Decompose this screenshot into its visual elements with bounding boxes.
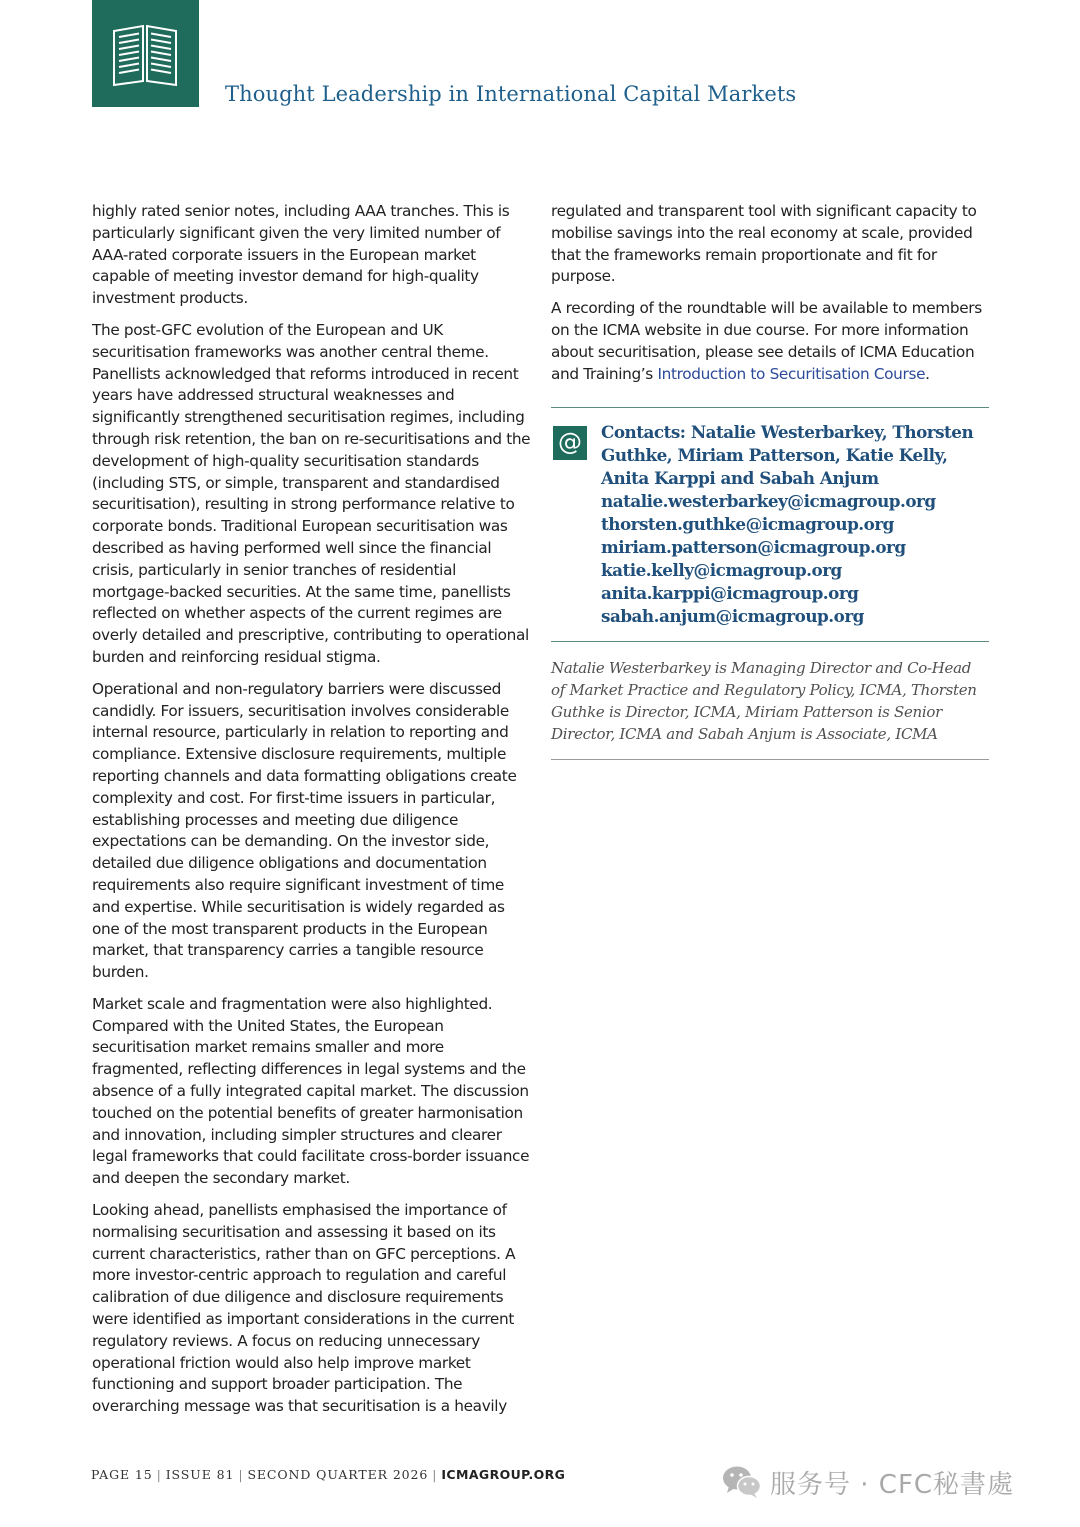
contacts-heading: Contacts: Natalie Westerbarkey, Thorsten Guthke, Miriam Patterson, Katie Kelly, Anita Karppi and Sabah Anjum bbox=[601, 422, 974, 489]
email-link[interactable]: sabah.anjum@icmagroup.org bbox=[601, 606, 864, 627]
left-column bbox=[92, 201, 532, 1428]
securitisation-course-link[interactable]: Introduction to Securitisation Course bbox=[657, 364, 926, 383]
email-link[interactable]: thorsten.guthke@icmagroup.org bbox=[601, 514, 894, 535]
wechat-icon bbox=[722, 1465, 762, 1499]
divider bbox=[551, 759, 989, 760]
contacts-box bbox=[551, 408, 989, 641]
footer-separator: | bbox=[238, 1467, 244, 1482]
author-bio: Natalie Westerbarkey is Managing Director and Co-Head of Market Practice and Regulatory Policy, ICMA, Thorsten Guthke is Director, ICMA, Miriam Patterson is Senior Director, ICMA and Sabah Anjum is Associate, ICMA bbox=[551, 659, 977, 744]
paragraph-end: . bbox=[925, 364, 930, 383]
watermark bbox=[722, 1462, 1014, 1502]
email-at-icon: @ bbox=[553, 426, 587, 460]
body-paragraph: The post-GFC evolution of the European and UK securitisation frameworks was another central theme. Panellists acknowledged that reforms introduced in recent years have addressed structural weaknesses and significantly strengthened securitisation regimes, including through risk retention, the ban on re-securitisations and the development of high-quality securitisation standards (including STS, or simple, transparent and standardised securitisation), resulting in strong performance relative to corporate bonds. Traditional European securitisation was described as having performed well since the financial crisis, particularly in senior tranches of residential mortgage-backed securities. At the same time, panellists reflected on whether aspects of the current regimes are overly detailed and prescriptive, contributing to operational burden and reinforcing residual stigma. bbox=[92, 320, 531, 666]
issue-quarter: SECOND QUARTER 2026 bbox=[247, 1467, 429, 1482]
body-paragraph: Market scale and fragmentation were also highlighted. Compared with the United States, the European securitisation market remains smaller and more fragmented, reflecting differences in legal systems and the absence of a fully integrated capital market. The discussion touched on the potential benefits of greater harmonisation and innovation, including simpler structures and clearer legal frameworks that could facilitate cross-border issuance and deepen the secondary market. bbox=[92, 994, 530, 1188]
footer-separator: | bbox=[156, 1467, 162, 1482]
email-link[interactable]: natalie.westerbarkey@icmagroup.org bbox=[601, 491, 936, 512]
email-link[interactable]: miriam.patterson@icmagroup.org bbox=[601, 537, 906, 558]
page-footer bbox=[91, 1467, 565, 1482]
book-icon bbox=[110, 21, 180, 87]
body-paragraph bbox=[551, 298, 989, 385]
publication-logo bbox=[92, 0, 199, 107]
email-link[interactable]: katie.kelly@icmagroup.org bbox=[601, 560, 842, 581]
issue-number: ISSUE 81 bbox=[165, 1467, 235, 1482]
paragraph-text: A recording of the roundtable will be available to members on the ICMA website in due course. For more information about securitisation, please see details of ICMA Education and Training’s bbox=[551, 299, 982, 383]
watermark-text: 服务号 · CFC秘書處 bbox=[770, 1469, 1015, 1500]
website-link[interactable]: ICMAGROUP.ORG bbox=[441, 1467, 566, 1482]
page-number: PAGE 15 bbox=[91, 1467, 153, 1482]
publication-title: Thought Leadership in International Capital Markets bbox=[225, 82, 797, 106]
body-paragraph: regulated and transparent tool with significant capacity to mobilise savings into the real economy at scale, provided that the frameworks remain proportionate and fit for purpose. bbox=[551, 202, 977, 286]
email-link[interactable]: anita.karppi@icmagroup.org bbox=[601, 583, 859, 604]
body-paragraph: highly rated senior notes, including AAA tranches. This is particularly significant given the very limited number of AAA-rated corporate issuers in the European market capable of meeting investor demand for high-quality investment products. bbox=[92, 202, 510, 308]
right-column bbox=[551, 201, 989, 760]
contacts-text bbox=[601, 421, 989, 628]
body-paragraph: Looking ahead, panellists emphasised the importance of normalising securitisation and assessing it based on its current characteristics, rather than on GFC perceptions. A more investor-centric approach to regulation and careful calibration of due diligence and disclosure requirements were identified as important considerations in the current regulatory reviews. A focus on reducing unnecessary operational friction would also help improve market functioning and support broader participation. The overarching message was that securitisation is a heavily bbox=[92, 1201, 516, 1416]
body-paragraph: Operational and non-regulatory barriers were discussed candidly. For issuers, securitisation involves considerable internal resource, particularly in relation to reporting and compliance. Extensive disclosure requirements, multiple reporting channels and data formatting obligations create complexity and cost. For first-time issuers in particular, establishing processes and meeting due diligence expectations can be demanding. On the investor side, detailed due diligence obligations and documentation requirements also require significant investment of time and expertise. While securitisation is widely regarded as one of the most transparent products in the European market, that transparency carries a tangible resource burden. bbox=[92, 679, 517, 982]
footer-separator: | bbox=[432, 1467, 438, 1482]
